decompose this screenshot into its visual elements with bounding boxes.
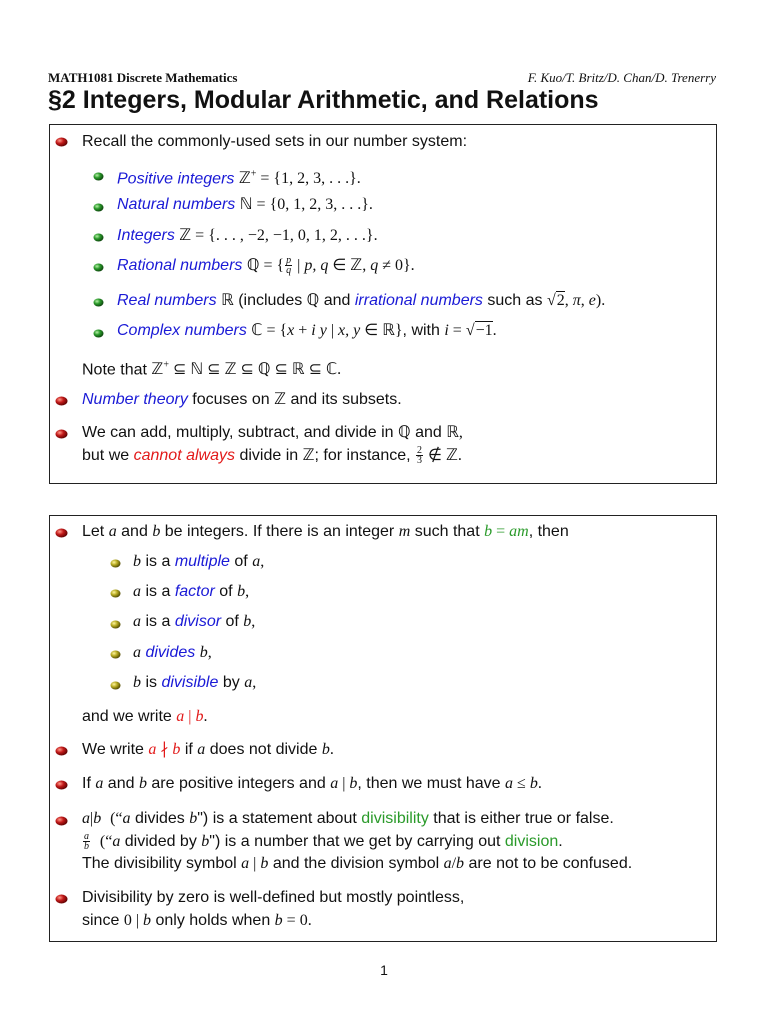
we-write-divides-line: and we write a | b. <box>82 708 208 725</box>
green-bullet-icon <box>93 329 104 338</box>
red-bullet-icon <box>55 816 68 826</box>
arithmetic-line: We can add, multiply, subtract, and divide in ℚ and ℝ, <box>82 424 463 441</box>
zero-condition-line: since 0 | b only holds when b = 0. <box>82 912 312 929</box>
red-bullet-icon <box>55 396 68 406</box>
division-term: division <box>504 833 559 850</box>
olive-bullet-icon <box>110 559 121 568</box>
green-bullet-icon <box>93 263 104 272</box>
division-statement-line: $\frac{a}{b}$ (“a divided by b") is a number that we get by carrying out division. <box>84 831 563 853</box>
integers-line: Integers ℤ = {. . . , −2, −1, 0, 1, 2, . . .}. <box>117 227 378 244</box>
olive-bullet-icon <box>110 650 121 659</box>
olive-bullet-icon <box>110 589 121 598</box>
red-bullet-icon <box>55 780 68 790</box>
number-theory-line: Number theory focuses on ℤ and its subsets. <box>82 391 402 408</box>
red-bullet-icon <box>55 894 68 904</box>
page-number: 1 <box>380 962 388 978</box>
positive-bound-line: If a and b are positive integers and a | b, then we must have a ≤ b. <box>82 775 542 792</box>
olive-bullet-icon <box>110 620 121 629</box>
divisibility-term: divisibility <box>361 810 429 827</box>
multiple-term: multiple <box>174 553 230 570</box>
subset-note: Note that ℤ+ ⊆ ℕ ⊆ ℤ ⊆ ℚ ⊆ ℝ ⊆ ℂ. <box>82 360 342 379</box>
page-title: §2 Integers, Modular Arithmetic, and Relations <box>48 86 599 114</box>
green-bullet-icon <box>93 233 104 242</box>
complex-numbers-line: Complex numbers ℂ = {x + i y | x, y ∈ ℝ}, with i = √−1. <box>117 322 497 339</box>
divisibility-statement-line: a|b (“a divides b") is a statement about divisibility that is either true or false. <box>82 810 614 827</box>
number-theory-term: Number theory <box>82 391 188 408</box>
divisible-term: divisible <box>161 674 219 691</box>
divides-term: divides <box>145 644 196 661</box>
green-bullet-icon <box>93 298 104 307</box>
recall-text: Recall the commonly-used sets in our number system: <box>82 133 468 150</box>
divisor-line: a is a divisor of b, <box>133 613 256 630</box>
natural-numbers-line: Natural numbers ℕ = {0, 1, 2, 3, . . .}. <box>117 196 373 213</box>
green-bullet-icon <box>93 203 104 212</box>
symbol-confusion-line: The divisibility symbol a | b and the division symbol a/b are not to be confused. <box>82 855 633 872</box>
course-header: MATH1081 Discrete Mathematics <box>48 70 238 85</box>
integers-term: Integers <box>117 227 175 244</box>
zero-divisibility-line: Divisibility by zero is well-defined but mostly pointless, <box>82 889 465 906</box>
red-bullet-icon <box>55 137 68 147</box>
green-bullet-icon <box>93 172 104 181</box>
divides-line: a divides b, <box>133 644 212 661</box>
factor-line: a is a factor of b, <box>133 583 250 600</box>
rational-numbers-line: Rational numbers ℚ = { $\frac{p}{q}$ | p, q ∈ ℤ, q ≠ 0}. <box>117 255 415 277</box>
natural-numbers-term: Natural numbers <box>117 196 236 213</box>
complex-numbers-term: Complex numbers <box>117 322 247 339</box>
red-bullet-icon <box>55 528 68 538</box>
irrational-numbers-term: irrational numbers <box>354 292 483 309</box>
authors-header: F. Kuo/T. Britz/D. Chan/D. Trenerry <box>527 70 716 85</box>
cannot-divide-line: but we cannot always divide in ℤ; for instance, $\frac{2}{3}$ ∉ ℤ. <box>82 445 462 467</box>
real-numbers-term: Real numbers <box>117 292 217 309</box>
olive-bullet-icon <box>110 681 121 690</box>
divisibility-box <box>49 515 717 942</box>
rational-numbers-term: Rational numbers <box>117 257 243 274</box>
factor-term: factor <box>174 583 215 600</box>
real-numbers-line: Real numbers ℝ (includes ℚ and irrational numbers such as √2, π, e). <box>117 292 606 309</box>
multiple-line: b is a multiple of a, <box>133 553 265 570</box>
red-bullet-icon <box>55 429 68 439</box>
does-not-divide-line: We write a ∤ b if a does not divide b. <box>82 741 334 758</box>
divisible-line: b is divisible by a, <box>133 674 257 691</box>
definition-line: Let a and b be integers. If there is an integer m such that b = am, then <box>82 523 569 540</box>
divisor-term: divisor <box>174 613 222 630</box>
red-bullet-icon <box>55 746 68 756</box>
positive-integers-term: Positive integers <box>117 170 235 188</box>
cannot-always-term: cannot always <box>133 447 235 464</box>
positive-integers-line: Positive integers ℤ+ = {1, 2, 3, . . .}. <box>117 169 361 188</box>
